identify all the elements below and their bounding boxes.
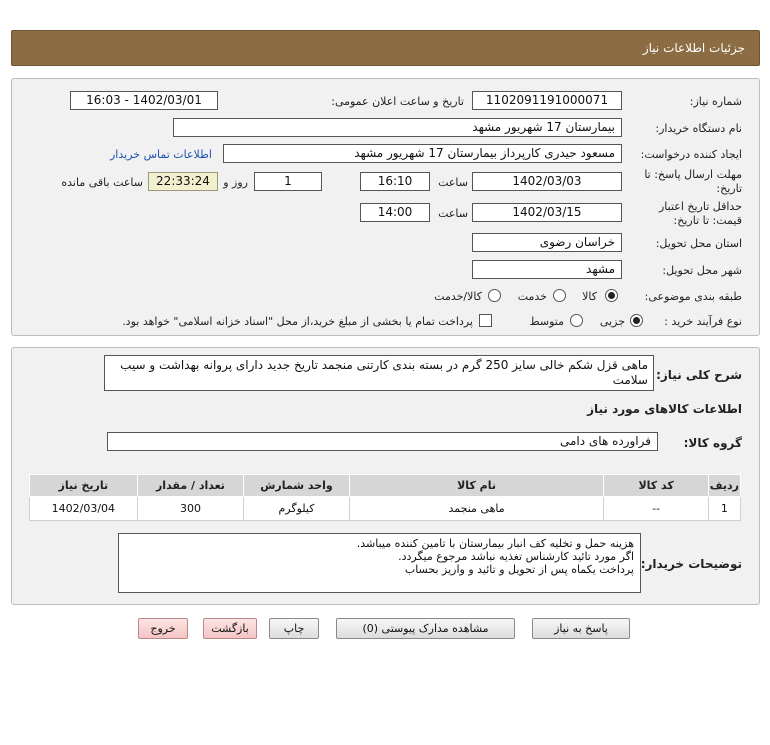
goods-section-title: اطلاعات کالاهای مورد نیاز xyxy=(587,402,742,416)
buyer-org-field: بیمارستان 17 شهریور مشهد xyxy=(173,118,622,137)
treasury-payment-checkbox[interactable] xyxy=(479,314,492,327)
reply-time-label: ساعت xyxy=(438,176,468,189)
validity-time-field: 14:00 xyxy=(360,203,430,222)
category-both-label: کالا/خدمت xyxy=(434,290,482,303)
creator-label: ایجاد کننده درخواست: xyxy=(640,148,742,161)
buyer-org-label: نام دستگاه خریدار: xyxy=(655,122,742,135)
need-number-label: شماره نیاز: xyxy=(689,95,742,108)
table-row xyxy=(30,497,741,521)
province-field: خراسان رضوی xyxy=(472,233,622,252)
reply-date-field: 1402/03/03 xyxy=(472,172,622,191)
validity-label: حداقل تاریخ اعتبار قیمت: تا تاریخ: xyxy=(658,200,742,227)
buyer-contact-link[interactable]: اطلاعات تماس خریدار xyxy=(110,148,212,161)
city-label: شهر محل تحویل: xyxy=(662,264,742,277)
col-code: کد کالا xyxy=(604,475,708,497)
process-minor-radio[interactable] xyxy=(630,314,643,327)
province-label: استان محل تحویل: xyxy=(655,237,742,250)
city-field: مشهد xyxy=(472,260,622,279)
cell-name: ماهی منجمد xyxy=(349,497,604,521)
buyer-note-line: هزینه حمل و تخلیه کف انبار بیمارستان با تامین کننده میباشد. xyxy=(356,537,634,550)
description-field: ماهی قزل شکم خالی سایز 250 گرم در بسته بندی کارتنی منجمد تاریخ جدید دارای پروانه بهداشت و سیب سلامت xyxy=(104,355,654,391)
reply-time-field: 16:10 xyxy=(360,172,430,191)
category-goods-label: کالا xyxy=(582,290,597,303)
attachments-button[interactable]: مشاهده مدارک پیوستی (0) xyxy=(336,618,515,639)
category-service-radio[interactable] xyxy=(553,289,566,302)
cell-code: -- xyxy=(604,497,708,521)
col-row: ردیف xyxy=(708,475,740,497)
need-number-field: 1102091191000071 xyxy=(472,91,622,110)
process-minor-label: جزیی xyxy=(599,315,625,328)
col-date: تاریخ نیاز xyxy=(30,475,138,497)
page-header xyxy=(11,30,760,66)
col-name: نام کالا xyxy=(349,475,604,497)
remaining-days-field: 1 xyxy=(254,172,322,191)
page-title: جزئیات اطلاعات نیاز xyxy=(642,41,745,55)
process-medium-label: متوسط xyxy=(529,315,564,328)
reply-deadline-label: مهلت ارسال پاسخ: تا تاریخ: xyxy=(644,168,742,195)
print-button[interactable]: چاپ xyxy=(269,618,319,639)
col-unit: واحد شمارش xyxy=(244,475,349,497)
category-goods-radio[interactable] xyxy=(605,289,618,302)
process-medium-radio[interactable] xyxy=(570,314,583,327)
exit-button[interactable]: خروج xyxy=(138,618,188,639)
goods-table xyxy=(29,474,741,521)
reply-button[interactable]: پاسخ به نیاز xyxy=(532,618,630,639)
validity-date-field: 1402/03/15 xyxy=(472,203,622,222)
creator-field: مسعود حیدری کارپرداز بیمارستان 17 شهریور مشهد xyxy=(223,144,622,163)
buyer-notes-field xyxy=(118,533,641,593)
goods-group-field: فراورده های دامی xyxy=(107,432,658,451)
description-label: شرح کلی نیاز: xyxy=(656,368,742,382)
goods-group-label: گروه کالا: xyxy=(683,436,742,450)
cell-unit: کیلوگرم xyxy=(244,497,349,521)
category-both-radio[interactable] xyxy=(488,289,501,302)
treasury-payment-label: پرداخت تمام یا بخشی از مبلغ خرید،از محل "اسناد خزانه اسلامی" خواهد بود. xyxy=(122,315,473,328)
announce-field: 1402/03/01 - 16:03 xyxy=(70,91,218,110)
cell-qty: 300 xyxy=(137,497,244,521)
buyer-notes-label: توضیحات خریدار: xyxy=(640,557,742,571)
validity-time-label: ساعت xyxy=(438,207,468,220)
col-qty: تعداد / مقدار xyxy=(137,475,244,497)
remaining-label: ساعت باقی مانده xyxy=(61,176,143,189)
category-service-label: خدمت xyxy=(517,290,547,303)
goods-table-header xyxy=(30,475,741,497)
remaining-time-field: 22:33:24 xyxy=(148,172,218,191)
buyer-note-line: اگر مورد تائید کارشناس تغذیه نباشد مرجوع میگردد. xyxy=(398,550,634,563)
days-label: روز و xyxy=(223,176,248,189)
process-label: نوع فرآیند خرید : xyxy=(664,315,742,328)
category-label: طبقه بندی موضوعی: xyxy=(644,290,742,303)
announce-label: تاریخ و ساعت اعلان عمومی: xyxy=(331,95,464,108)
cell-date: 1402/03/04 xyxy=(30,497,138,521)
buyer-note-line: پرداخت یکماه پس از تحویل و تائید و واریز بحساب xyxy=(404,563,634,576)
cell-row: 1 xyxy=(708,497,740,521)
back-button[interactable]: بازگشت xyxy=(203,618,257,639)
